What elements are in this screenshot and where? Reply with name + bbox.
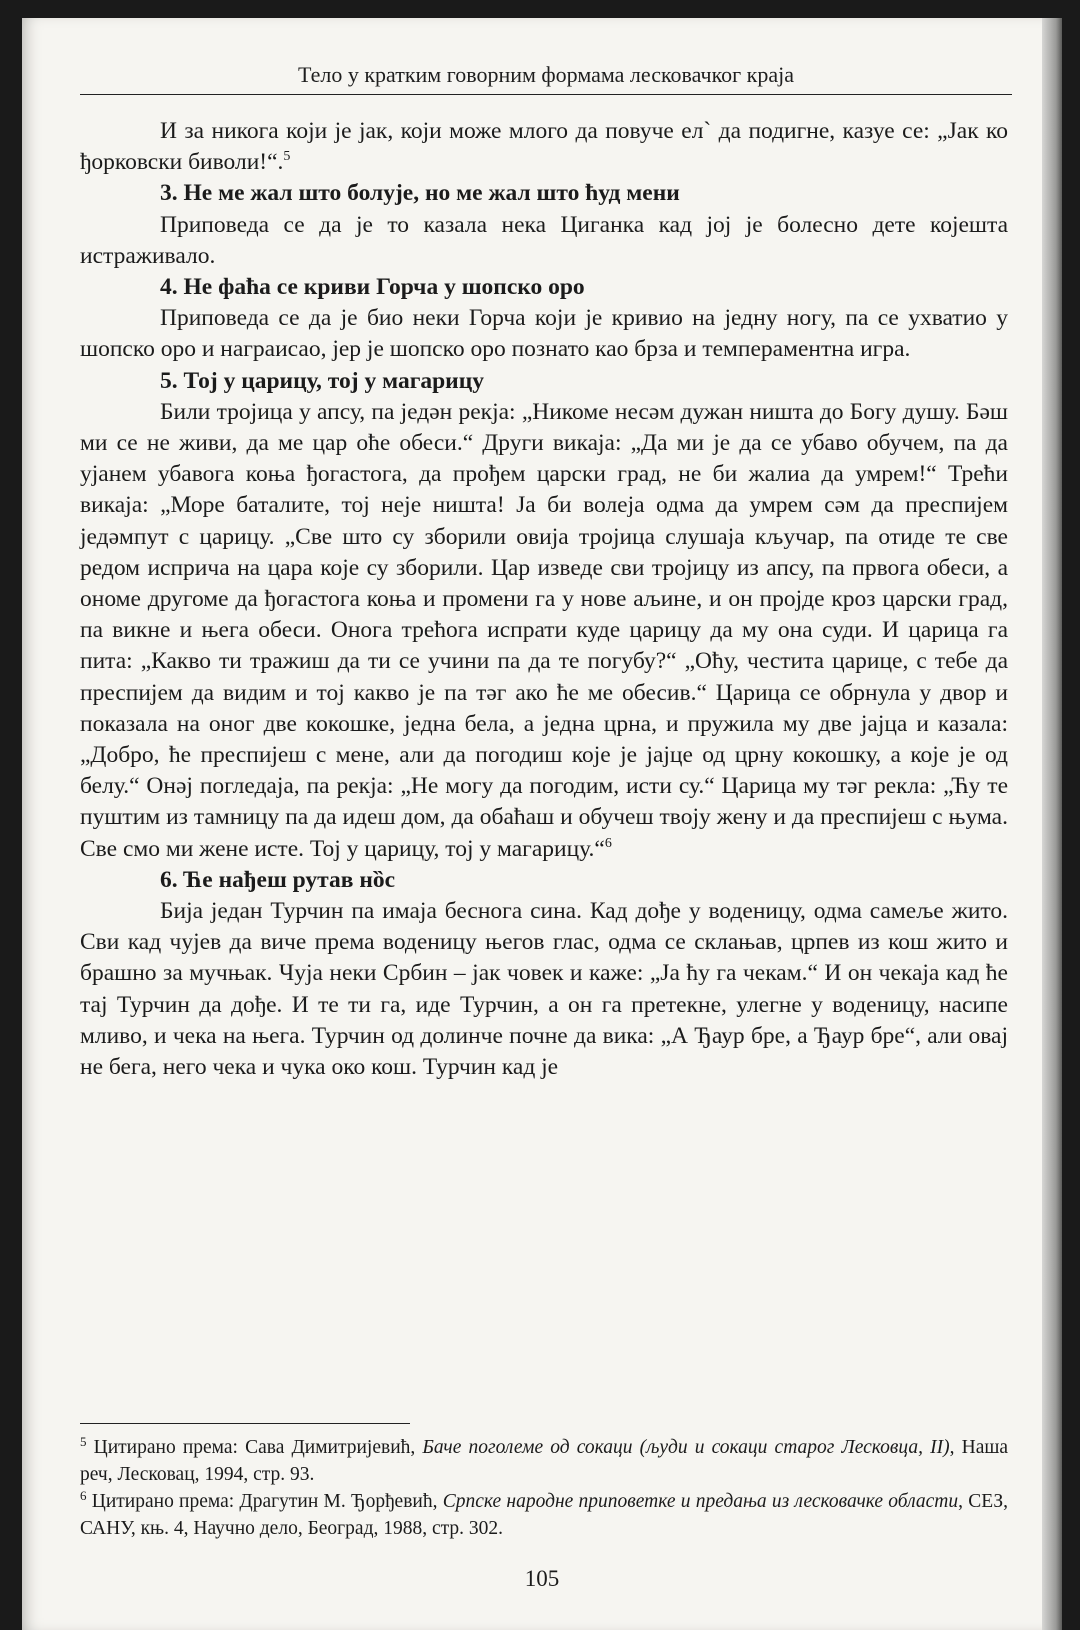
footnote-6-title: Српске народне приповетке и предања из лесковачке области [442,1491,959,1512]
footnote-5-post: , Наша реч, Лесковац, 1994, стр. 93. [80,1437,1009,1485]
heading-5: 5. Тој у царицу, тој у магарицу [160,367,485,394]
footnote-5-title: Баче поголеме од сокаци (људи и сокаци старог Лесковца, II) [422,1437,950,1458]
footnote-6-mark: 6 [80,1488,87,1503]
footnotes [80,1434,1008,1542]
paragraph-intro-text: И за никога који је јак, који може млого да повуче ел` да подигне, казуе се: „Јак ко ђорковски биволи!“. [80,118,1008,176]
footnote-5-mark: 5 [80,1434,87,1449]
paragraph-intro [80,116,1008,178]
heading-3: 3. Не ме жал што болује, но ме жал што ћуд мени [160,180,680,207]
footnote-ref-6: 6 [604,835,612,851]
paragraph-6: Бија један Турчин па имаја беснога сина. Кад дође у воденицу, одма самеље жито. Сви кад чујев да виче према воденицу његов глас, одма се склањав, црпев из кош жито и брашно за мучњак. Чуја неки Србин – јак човек и каже: „Ја ћу га чекам.“ И он чекаја кад ће тај Турчин да дође. И те ти га, иде Турчин, а он га претекне, улегне у воденицу, насипе мливо, и чека на њега. Турчин од долинче почне да вика: „А Ђаур бре, а Ђаур бре“, али овај не бега, него чека и чука око кош. Турчин кад је [80,898,1008,1081]
running-head: Тело у кратким говорним формама лесковачког краја [80,62,1012,95]
book-page [22,18,1062,1630]
paragraph-5-text: Били тројица у апсу, па једəн рекја: „Никоме несəм дужан ништа до Богу душу. Бəш ми се не живи, да ме цар оће обеси.“ Други викаја: „Да ми је да се убаво обучем, па да ујанем убавога коња ђогастога, да прођем царски град, не би жалиа да умрем!“ Трећи викаја: „Море баталите, тој неје ништа! Ја би волеја одма да умрем сəм да преспијем једəмпут с царицу. „Све што су зборили овија тројица слушаја кључар, па отиде те све редом исприча на цара које су зборили. Цар изведе сви тројицу из апсу, па првога обеси, а ономе другоме да ђогастога коња и промени га у нове аљине, и он пројде кроз царски град, па викне и њега обеси. Онога трећога испрати куде царицу да му она суди. И царица га пита: „Какво ти тражиш да ти се учини па да те погубу?“ „Оћу, честита царице, с тебе да преспијем да видим и тој какво је па тəг ако ће ме обесив.“ Царица се обрнула у двор и показала на оног две кокошке, једна бела, а једна црна, и пружила му две јајца и казала: „Добро, ће преспијеш с мене, али да погодиш које је јајце од црну кокошку, а које је од белу.“ Онəј погледаја, па рекја: „Не могу да погодим, исти су.“ Царица му тəг рекла: „Ћу те пуштим из тамницу па да идеш дом, да обаћаш и обучеш твоју жену и да преспијеш с њума. Све смо ми жене исте. Тој у царицу, тој у магарицу.“ [80,398,1008,862]
footnote-5 [80,1434,1008,1488]
heading-4: 4. Не фаћа се криви Горча у шопско оро [160,274,585,301]
paragraph-3: Приповеда се да је то казала нека Циганка кад јој је болесно дете којешта истраживало. [80,211,1008,269]
paragraph-5 [80,397,1008,865]
main-text [80,116,1008,1083]
page-number: 105 [524,1566,560,1591]
footnote-5-pre: Цитирано према: Сава Димитријевић, [93,1437,416,1458]
heading-6: 6. Ће нађеш рутав нȍс [160,866,396,893]
footnote-ref-5: 5 [283,149,291,165]
footnote-6 [80,1488,1008,1542]
footnote-6-pre: Цитирано према: Драгутин М. Ђорђевић, [91,1491,438,1512]
footnote-6-post: , СЕЗ, САНУ, књ. 4, Научно дело, Београд, 1988, стр. 302. [80,1491,1009,1539]
footnote-divider [80,1423,410,1424]
scan-edge [1042,18,1062,1630]
paragraph-4: Приповеда се да је био неки Горча који је кривио на једну ногу, па се ухватио у шопско оро и награисао, јер је шопско оро познато као брза и темпераментна игра. [80,305,1008,363]
